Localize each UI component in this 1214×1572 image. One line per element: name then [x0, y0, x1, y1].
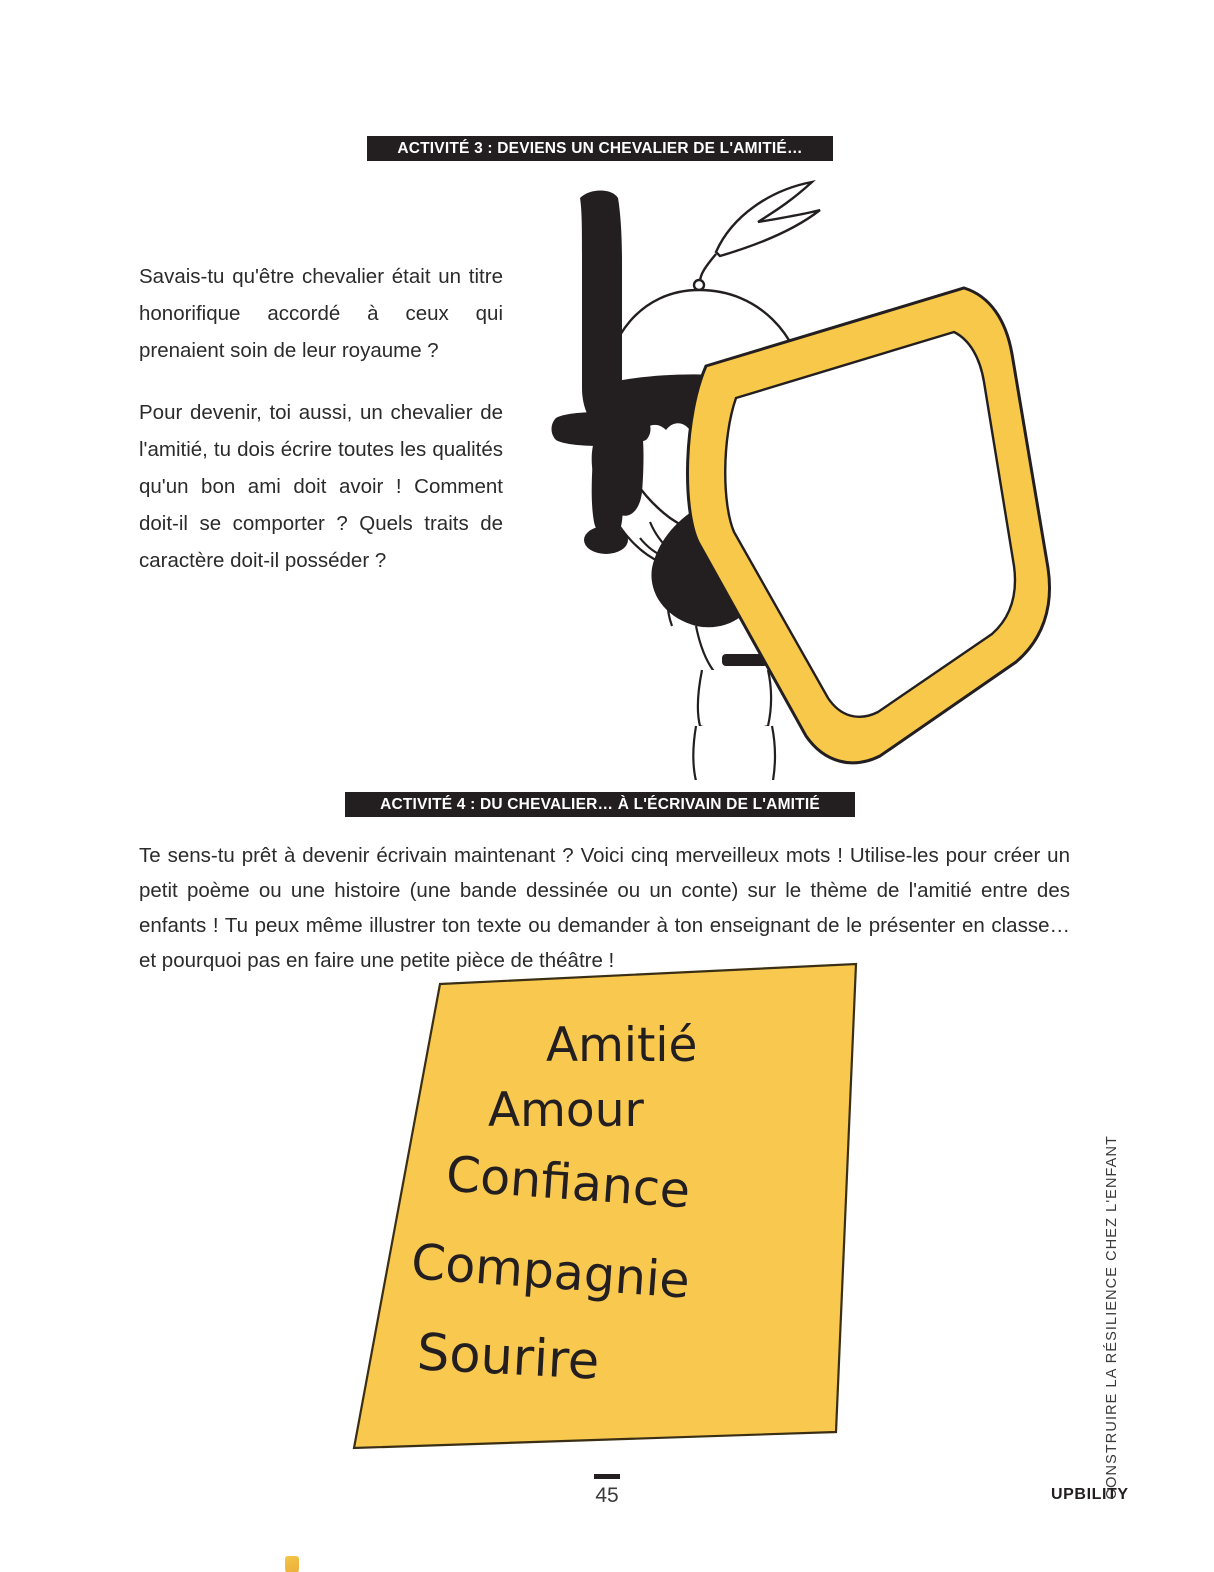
activity-4-paragraph: Te sens-tu prêt à devenir écrivain maintenant ? Voici cinq merveilleux mots ! Utilise-les pour créer un petit poème ou une histoire (une bande dessinée ou un conte) sur le thème de l'amitié entre des enfants ! Tu peux même illustrer ton texte ou demander à ton enseignant de le présenter en classe… et pourquoi pas en faire une petite pièce de théâtre ! [139, 844, 1070, 972]
activity-3-paragraph-1: Savais-tu qu'être chevalier était un titre honorifique accordé à ceux qui prenaient soin de leur royaume ? [139, 265, 503, 362]
page-number-rule [594, 1474, 620, 1479]
note-word: Amitié [546, 1018, 698, 1073]
note-word: Sourire [415, 1323, 601, 1392]
page-number: 45 [595, 1484, 619, 1507]
helmet-plume-icon [716, 182, 820, 256]
note-word: Amour [488, 1083, 644, 1138]
yellow-note [318, 958, 888, 1458]
sword-crossguard [552, 412, 651, 446]
note-word: Confiance [444, 1145, 692, 1220]
activity-4-banner: ACTIVITÉ 4 : DU CHEVALIER… À L'ÉCRIVAIN DE L'AMITIÉ [345, 792, 855, 817]
sword-blade [580, 191, 622, 433]
plume-knob [694, 280, 704, 290]
note-word: Compagnie [409, 1233, 692, 1310]
note-paper [354, 964, 856, 1448]
skirt-lower [693, 726, 775, 780]
brand-logo: UPBILITY [1051, 1486, 1129, 1503]
note-paper-shape [318, 958, 888, 1458]
plume-stem [700, 254, 716, 282]
running-title-vertical: CONSTRUIRE LA RÉSILIENCE CHEZ L'ENFANT [1104, 1135, 1120, 1500]
corner-accent-mark [285, 1556, 299, 1572]
skirt-upper [698, 670, 771, 731]
knight-illustration [520, 170, 1090, 780]
activity-3-banner: ACTIVITÉ 3 : DEVIENS UN CHEVALIER DE L'AMITIÉ… [367, 136, 833, 161]
torso-left-line [696, 626, 716, 674]
activity-3-paragraph-2: Pour devenir, toi aussi, un chevalier de l'amitié, tu dois écrire toutes les qualités qu'un bon ami doit avoir ! Comment doit-il se comporter ? Quels traits de caractère doit-il posséder ? [139, 401, 503, 572]
